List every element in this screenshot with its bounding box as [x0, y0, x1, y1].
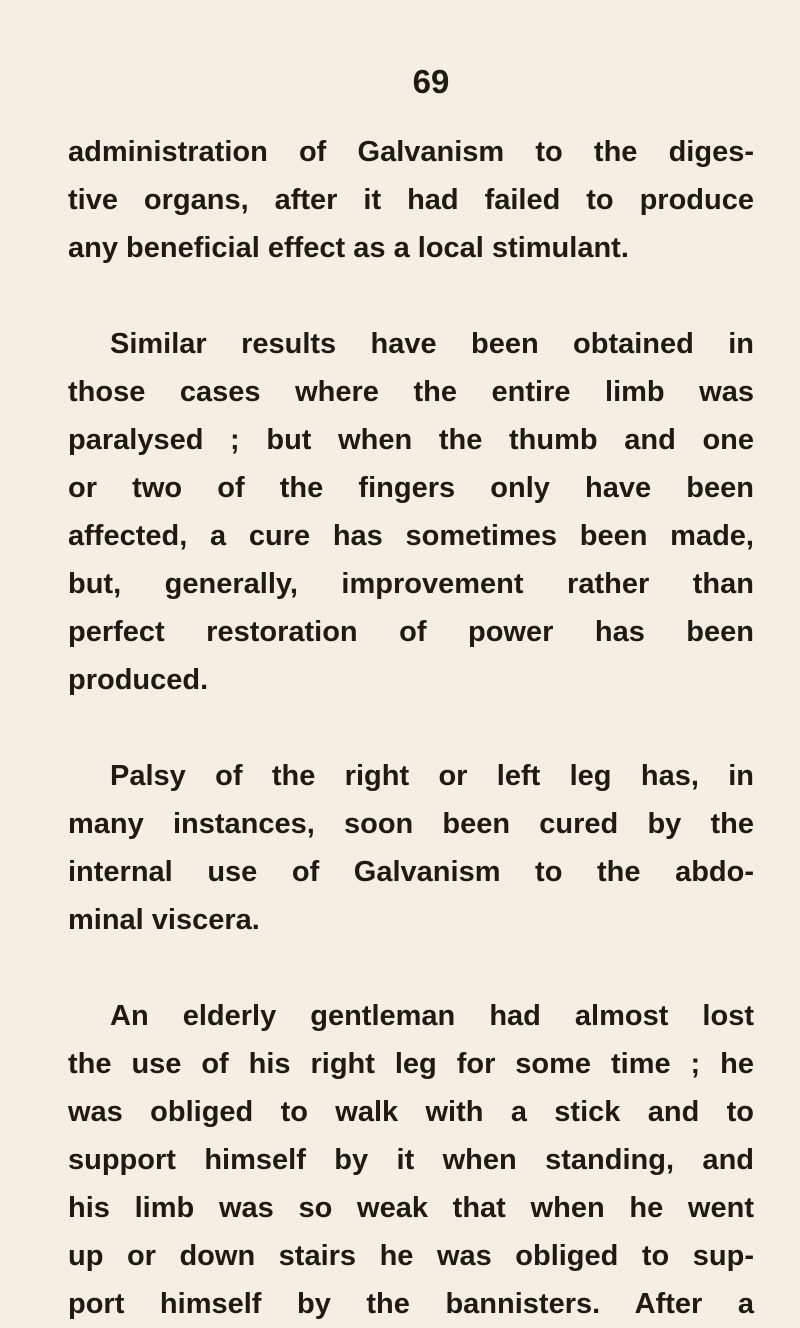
text-line: produced.	[68, 664, 209, 696]
text-line: port himself by the bannisters. After a	[68, 1288, 754, 1320]
text-line: any beneficial effect as a local stimulant.	[68, 232, 629, 264]
paragraph-1	[68, 128, 754, 272]
text-line: but, generally, improvement rather than	[68, 568, 754, 600]
text-line: many instances, soon been cured by the	[68, 808, 754, 840]
text-line: or two of the fingers only have been	[68, 472, 754, 504]
text-line: An elderly gentleman had almost lost	[110, 1000, 754, 1032]
paragraph-4	[68, 992, 754, 1328]
text-line: his limb was so weak that when he went	[68, 1192, 754, 1224]
text-line: administration of Galvanism to the diges-	[68, 136, 754, 168]
paragraph-gap	[68, 272, 754, 320]
paragraph-2	[68, 320, 754, 704]
paragraph-gap	[68, 704, 754, 752]
page-number: 69	[412, 63, 450, 100]
text-line: up or down stairs he was obliged to sup-	[68, 1240, 754, 1272]
text-line: perfect restoration of power has been	[68, 616, 754, 648]
text-line: was obliged to walk with a stick and to	[68, 1096, 754, 1128]
text-line: affected, a cure has sometimes been made,	[68, 520, 754, 552]
text-line: support himself by it when standing, and	[68, 1144, 754, 1176]
text-line: tive organs, after it had failed to produce	[68, 184, 754, 216]
text-line: paralysed ; but when the thumb and one	[68, 424, 754, 456]
text-line: Similar results have been obtained in	[110, 328, 754, 360]
text-line: minal viscera.	[68, 904, 260, 936]
paragraph-3	[68, 752, 754, 944]
text-line: internal use of Galvanism to the abdo-	[68, 856, 754, 888]
text-line: Palsy of the right or left leg has, in	[110, 760, 754, 792]
paragraph-gap	[68, 944, 754, 992]
text-line: the use of his right leg for some time ; he	[68, 1048, 754, 1080]
text-line: those cases where the entire limb was	[68, 376, 754, 408]
